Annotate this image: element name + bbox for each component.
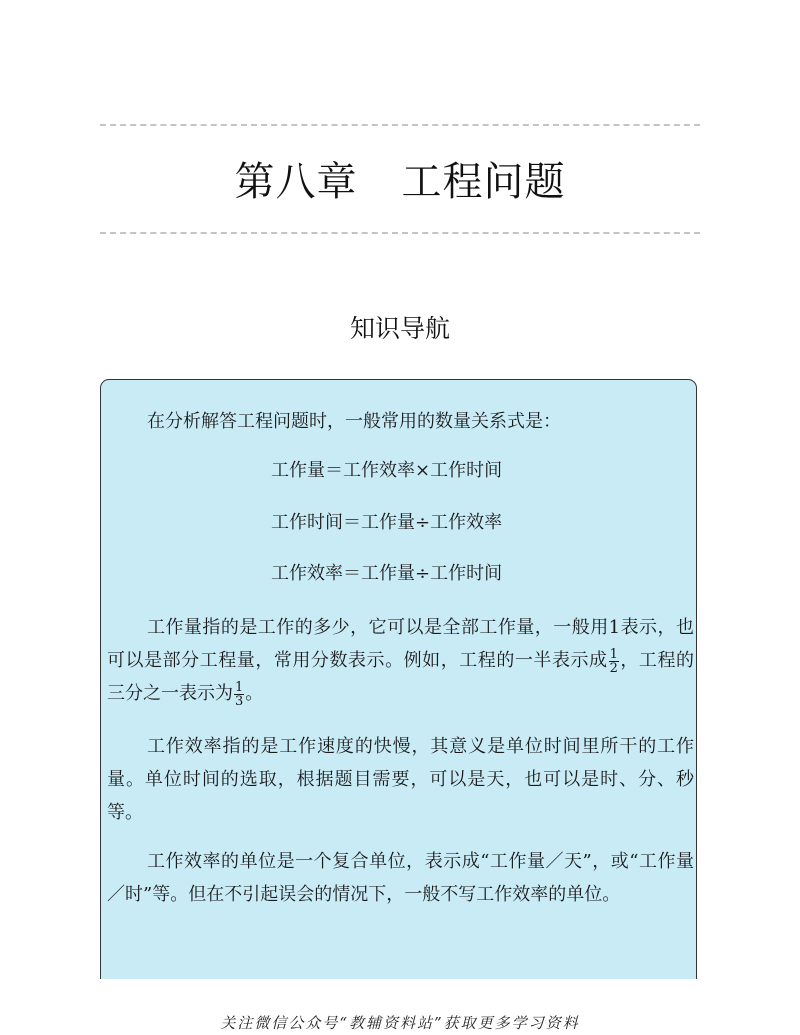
workload-text-before: 工作量指的是工作的多少，它可以是全部工作量，一般用1表示，也可以是部分工程量，常用分数表示。例如，工程的一半表示成	[107, 617, 694, 671]
fraction-numerator: 1	[609, 646, 618, 662]
intro-paragraph: 在分析解答工程问题时，一般常用的数量关系式是：	[147, 411, 561, 432]
formula-workload: 工作量＝工作效率×工作时间	[271, 460, 503, 481]
fraction-denominator: 2	[609, 660, 618, 676]
knowledge-box	[100, 379, 697, 979]
unit-paragraph: 工作效率的单位是一个复合单位，表示成“工作量／天”，或“工作量／时”等。但在不引起误会的情况下，一般不写工作效率的单位。	[107, 851, 694, 905]
fraction-numerator: 1	[235, 679, 244, 695]
workload-paragraph	[107, 611, 694, 710]
fraction-one-half	[609, 648, 619, 675]
fraction-denominator: 3	[235, 693, 244, 709]
chapter-title	[0, 150, 800, 207]
formula-time: 工作时间＝工作量÷工作效率	[271, 512, 503, 533]
efficiency-paragraph: 工作效率指的是工作速度的快慢，其意义是单位时间里所干的工作量。单位时间的选取，根据题目需要，可以是天，也可以是时、分、秒等。	[107, 736, 694, 823]
workload-text-middle: ，工程的三分之一表示为	[107, 650, 695, 704]
top-dashed-divider	[100, 124, 700, 126]
workload-text-after: 。	[245, 683, 264, 704]
formula-efficiency: 工作效率＝工作量÷工作时间	[271, 563, 503, 584]
chapter-name: 工程问题	[401, 159, 566, 205]
fraction-one-third	[234, 681, 244, 708]
footer-note: 关注微信公众号“教辅资料站”获取更多学习资料	[220, 1014, 580, 1032]
section-title: 知识导航	[349, 314, 450, 343]
chapter-number: 第八章	[234, 159, 358, 205]
bottom-dashed-divider	[100, 232, 700, 234]
